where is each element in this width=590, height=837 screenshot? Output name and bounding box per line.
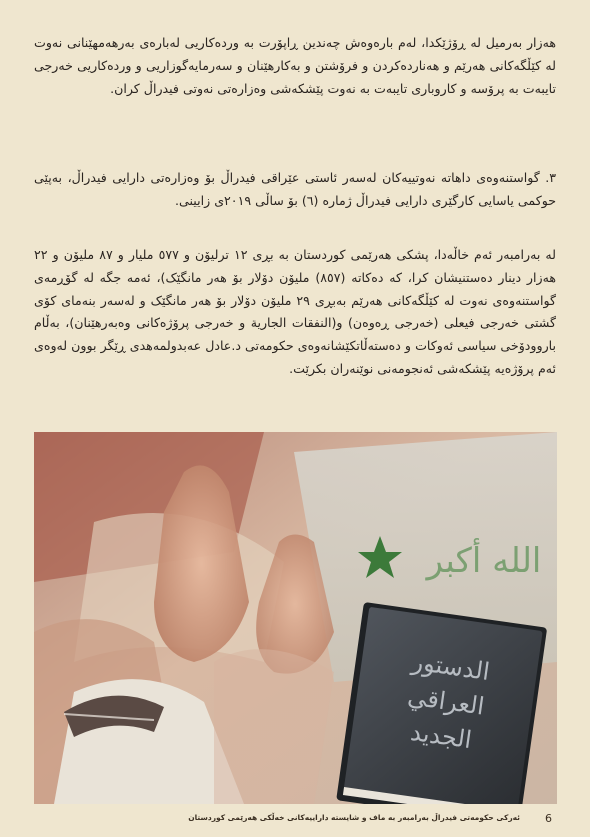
book-title-line-1: الدستور — [410, 647, 492, 687]
paragraph-2: ٣. گواستنەوەی داهاتە نەوتییەکان لەسەر ئاستی عێراقی فیدراڵ بۆ وەزارەتی دارایی فیدراڵ، بەپێی حوکمی یاسایی کارگێری دارایی فیدراڵ ژمارە (٦) بۆ ساڵی ٢٠١٩ی زایینی. — [34, 170, 556, 208]
flag-script: الله أكبر — [426, 541, 542, 581]
footer-title: ئەرکی حکومەتی فیدراڵ بەرامبەر بە ماف و شایستە داراییەکانی خەڵکی هەرێمی کوردستان — [188, 813, 520, 822]
paragraph-1: هەزار بەرمیل لە ڕۆژێکدا، لەم بارەوەش چەندین ڕاپۆرت بە وردەکاریی لەبارەی بەرهەمهێنانی نەوت لە کێڵگەکانی هەرێم و هەناردەکردن و فرۆشتن و بەکارهێنان و سەرمایەگوزاریی و وردەکاریی خەرجی تایبەت بە پرۆسە و کاروباری تایبەت بە نەوت پێشکەشی وەزارەتی نەوتی فیدراڵ کران. — [34, 35, 556, 96]
constitution-photo — [34, 432, 557, 804]
photo-illustration — [34, 432, 557, 804]
page-number: 6 — [545, 812, 552, 825]
paragraph-3: لە بەرامبەر ئەم خاڵەدا، پشکی هەرێمی کوردستان بە بڕی ١٢ ترلیۆن و ٥٧٧ ملیار و ٨٧ ملیۆن و ٢٢ هەزار دینار دەستنیشان کرا، کە دەکاتە (٨٥٧) ملیۆن دۆلار بۆ هەر مانگێک)، ئەمە جگە لە گۆڕمەی گواستنەوەی نەوت لە کێڵگەکانی هەرێم بەبڕی ٢٩ ملیۆن دۆلار بۆ هەر مانگێک و لەسەر بنەمای کۆی گشتی خەرجی فیعلی (خەرجی ڕەوەن) و(النفقات الجاریة و خەرجی پرۆژەکانی وەبەرهێنان)، بەڵام باروودۆخی سیاسی ئەوکات و دەستەڵاتکێشانەوەی حکومەتی د.عادل عەبدولمەهدی ڕێگر بوون لەوەی ئەم پرۆژەیە پێشکەشی ئەنجومەنی نوێنەران بکرێت. — [34, 247, 557, 376]
book-title-line-3: الجديد — [408, 717, 474, 755]
book-title-line-2: العراقي — [405, 682, 487, 721]
